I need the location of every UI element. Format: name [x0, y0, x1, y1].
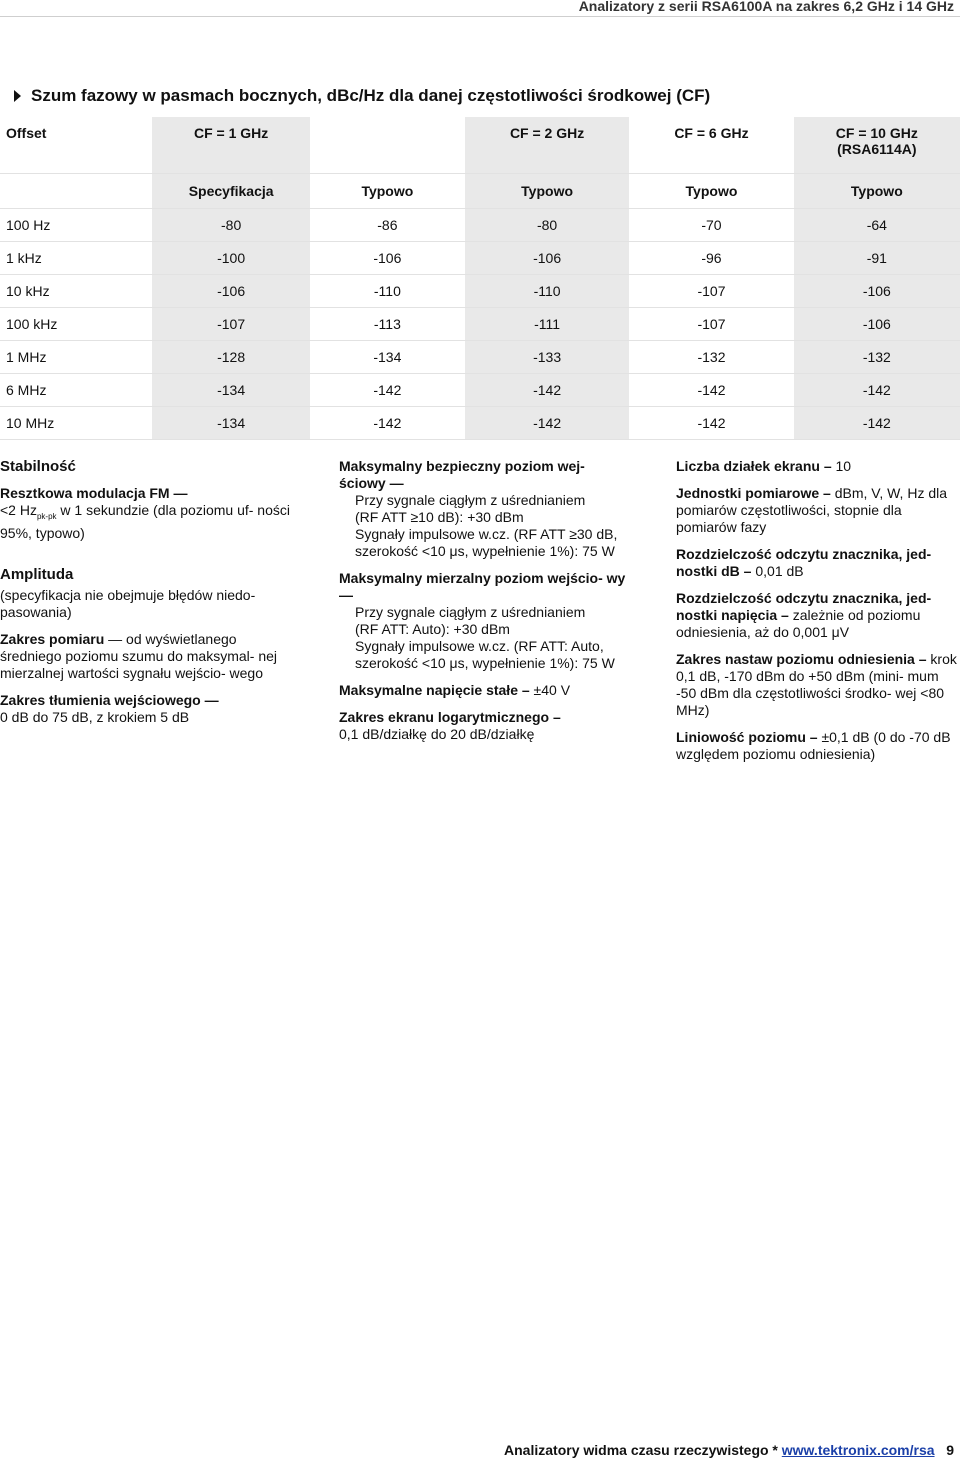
fm-text-pre: <2 Hz	[0, 502, 37, 518]
meas-label: Maksymalny mierzalny poziom wejścio- wy —	[339, 570, 626, 603]
value-cell: -100	[152, 242, 309, 275]
table-row	[0, 407, 960, 440]
value-cell: -132	[794, 341, 960, 374]
value-cell: -106	[152, 275, 309, 308]
value-cell: -134	[310, 341, 465, 374]
log-spec	[339, 709, 629, 743]
fm-sub: pk-pk	[36, 511, 57, 521]
value-cell: -106	[794, 275, 960, 308]
dc-spec	[339, 682, 629, 699]
offset-cell: 100 Hz	[0, 209, 152, 242]
vres-label: Rozdzielczość odczytu znacznika, jed- nostki napięcia –	[676, 590, 932, 623]
atten-text: 0 dB do 75 dB, z krokiem 5 dB	[0, 708, 190, 725]
value-cell: -110	[310, 275, 465, 308]
value-cell: -111	[465, 308, 629, 341]
safe-line-2: (RF ATT ≥10 dB): +30 dBm	[355, 509, 524, 525]
footer-link[interactable]: www.tektronix.com/rsa	[781, 1442, 935, 1458]
value-cell: -142	[629, 374, 793, 407]
table-row	[0, 209, 960, 242]
col-header-cf6: CF = 6 GHz	[629, 117, 793, 174]
range-text: — od wyświetlanego średniego poziomu szumu do maksymal- nej mierzalnej wartości sygnału wejścio- wego	[0, 630, 278, 681]
column-left	[0, 458, 300, 736]
fm-label: Resztkowa modulacja FM —	[0, 485, 188, 501]
mres-label: Rozdzielczość odczytu znacznika, jed- nostki dB –	[676, 546, 932, 579]
div-text: 10	[831, 458, 852, 474]
stability-heading: Stabilność	[0, 458, 76, 475]
table-row	[0, 242, 960, 275]
value-cell: -106	[310, 242, 465, 275]
safe-input-spec	[339, 458, 629, 560]
page-header	[0, 0, 960, 17]
phase-noise-table	[0, 117, 960, 440]
offset-cell: 1 kHz	[0, 242, 152, 275]
dc-text: ±40 V	[529, 682, 571, 698]
value-cell: -142	[310, 407, 465, 440]
subheader	[0, 174, 152, 209]
dc-label: Maksymalne napięcie stałe –	[339, 682, 530, 698]
divisions-spec	[676, 458, 960, 475]
value-cell: -107	[629, 275, 793, 308]
footer-text: Analizatory widma czasu rzeczywistego *	[504, 1442, 782, 1458]
value-cell: -110	[465, 275, 629, 308]
offset-cell: 1 MHz	[0, 341, 152, 374]
value-cell: -142	[794, 374, 960, 407]
offset-cell: 10 kHz	[0, 275, 152, 308]
safe-line-1: Przy sygnale ciągłym z uśrednianiem	[355, 492, 586, 508]
lin-label: Liniowość poziomu –	[676, 729, 818, 745]
lin-text: ±0,1 dB (0 do -70 dB względem poziomu odniesienia)	[676, 729, 951, 762]
value-cell: -134	[152, 407, 309, 440]
value-cell: -142	[794, 407, 960, 440]
value-cell: -106	[794, 308, 960, 341]
subheader: Specyfikacja	[152, 174, 309, 209]
units-label: Jednostki pomiarowe –	[676, 485, 831, 501]
value-cell: -142	[465, 407, 629, 440]
col-header-cf1: CF = 1 GHz	[152, 117, 309, 174]
value-cell: -80	[152, 209, 309, 242]
offset-cell: 10 MHz	[0, 407, 152, 440]
range-label: Zakres pomiaru	[0, 630, 105, 647]
column-middle	[339, 458, 629, 753]
safe-label: Maksymalny bezpieczny poziom wej- ściowy —	[339, 458, 585, 491]
log-label: Zakres ekranu logarytmicznego –	[339, 709, 561, 725]
meas-line-2: (RF ATT: Auto): +30 dBm	[355, 621, 510, 637]
marker-volt-spec	[676, 590, 960, 641]
mres-text: 0,01 dB	[751, 563, 804, 579]
subheader: Typowo	[465, 174, 629, 209]
offset-cell: 6 MHz	[0, 374, 152, 407]
ref-label: Zakres nastaw poziomu odniesienia –	[676, 651, 927, 667]
ref-level-spec	[676, 651, 960, 719]
value-cell: -132	[629, 341, 793, 374]
fm-text-post: w 1 sekundzie (dla poziomu uf- ności 95%, typowo)	[0, 502, 290, 541]
fm-spec	[0, 485, 300, 542]
table-row	[0, 341, 960, 374]
value-cell: -142	[310, 374, 465, 407]
ref-text: krok 0,1 dB, -170 dBm do +50 dBm (mini- mum -50 dBm dla częstotliwości środko- wej <80 MHz)	[676, 651, 957, 718]
vres-text: zależnie od poziomu odniesienia, aż do 0,001 μV	[676, 607, 921, 640]
safe-line-3: Sygnały impulsowe w.cz. (RF ATT ≥30 dB, szerokość <10 μs, wypełnienie 1%): 75 W	[355, 526, 618, 559]
marker-db-spec	[676, 546, 960, 580]
value-cell: -64	[794, 209, 960, 242]
value-cell: -107	[152, 308, 309, 341]
value-cell: -133	[465, 341, 629, 374]
units-spec	[676, 485, 960, 536]
value-cell: -96	[629, 242, 793, 275]
value-cell: -134	[152, 374, 309, 407]
meas-input-spec	[339, 570, 629, 672]
subheader: Typowo	[629, 174, 793, 209]
section-heading	[14, 86, 710, 106]
amplitude-note: (specyfikacja nie obejmuje błędów niedo- pasowania)	[0, 586, 256, 620]
units-text: dBm, V, W, Hz dla pomiarów częstotliwości, stopnie dla pomiarów fazy	[676, 485, 948, 535]
col-header-cf2: CF = 2 GHz	[465, 117, 629, 174]
section-title: Szum fazowy w pasmach bocznych, dBc/Hz dla danej częstotliwości środkowej (CF)	[31, 86, 711, 105]
column-right	[676, 458, 960, 773]
col-header-cf1b	[310, 117, 465, 174]
range-spec	[0, 631, 300, 682]
table-subheader-row	[0, 174, 960, 209]
offset-cell: 100 kHz	[0, 308, 152, 341]
triangle-bullet-icon	[14, 90, 21, 102]
value-cell: -106	[465, 242, 629, 275]
value-cell: -113	[310, 308, 465, 341]
value-cell: -80	[465, 209, 629, 242]
subheader: Typowo	[794, 174, 960, 209]
value-cell: -128	[152, 341, 309, 374]
atten-spec	[0, 692, 300, 726]
col-header-cf10: CF = 10 GHz (RSA6114A)	[794, 117, 960, 174]
meas-line-1: Przy sygnale ciągłym z uśrednianiem	[355, 604, 586, 620]
value-cell: -70	[629, 209, 793, 242]
value-cell: -91	[794, 242, 960, 275]
linearity-spec	[676, 729, 960, 763]
log-text: 0,1 dB/działkę do 20 dB/działkę	[339, 726, 535, 742]
subheader: Typowo	[310, 174, 465, 209]
table-row	[0, 374, 960, 407]
value-cell: -142	[629, 407, 793, 440]
div-label: Liczba działek ekranu –	[676, 458, 832, 474]
table-header-row	[0, 117, 960, 174]
col-header-offset: Offset	[0, 117, 152, 174]
meas-line-3: Sygnały impulsowe w.cz. (RF ATT: Auto, szerokość <10 μs, wypełnienie 1%): 75 W	[355, 638, 615, 671]
page-number: 9	[946, 1442, 954, 1458]
atten-label: Zakres tłumienia wejściowego —	[0, 691, 219, 708]
table-row	[0, 275, 960, 308]
value-cell: -142	[465, 374, 629, 407]
page-footer	[504, 1442, 954, 1458]
table-row	[0, 308, 960, 341]
value-cell: -86	[310, 209, 465, 242]
amplitude-heading: Amplituda	[0, 565, 74, 583]
value-cell: -107	[629, 308, 793, 341]
header-title: Analizatory z serii RSA6100A na zakres 6,2 GHz i 14 GHz	[578, 0, 954, 14]
